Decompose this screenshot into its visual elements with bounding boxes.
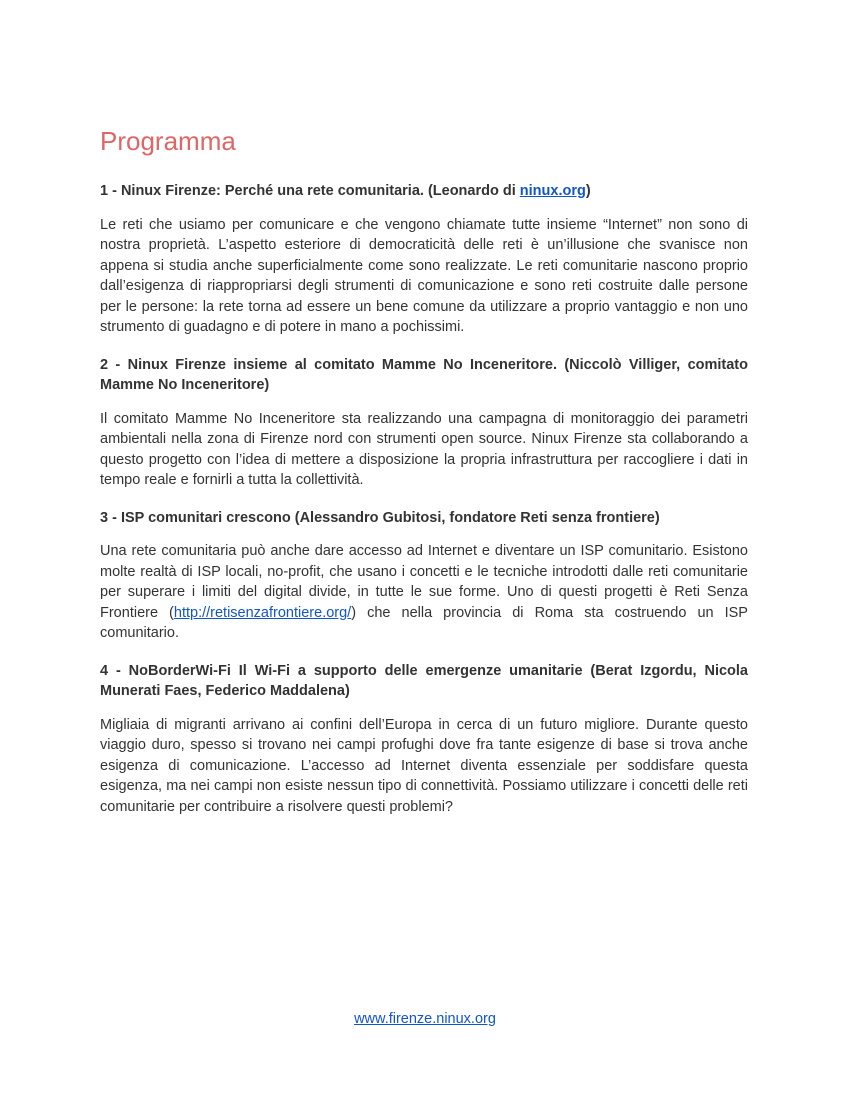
section-1-heading-text: 1 - Ninux Firenze: Perché una rete comunitaria. (Leonardo di (100, 183, 520, 199)
footer-website-link[interactable]: www.firenze.ninux.org (354, 1011, 496, 1027)
section-1-heading (100, 181, 748, 202)
document-page (100, 124, 748, 834)
section-3-body (100, 541, 748, 644)
section-2-heading: 2 - Ninux Firenze insieme al comitato Mamme No Inceneritore. (Niccolò Villiger, comitato Mamme No Inceneritore) (100, 356, 748, 393)
section-4-body: Migliaia di migranti arrivano ai confini dell’Europa in cerca di un futuro migliore. Durante questo viaggio duro, spesso si trovano nei campi profughi dove fra tante esigenze di base si trova anche esigenza di comunicazione. L’accesso ad Internet diventa essenziale per soddisfare questa esigenza, ma nei campi non esiste nessun tipo di connettività. Possiamo utilizzare i concetti delle reti comunitarie per contribuire a risolvere questi problemi? (100, 716, 748, 815)
section-3-body-text: Una rete comunitaria può anche dare accesso ad Internet e diventare un ISP comunitario. Esistono molte realtà di ISP locali, no-profit, che usano i concetti e le tecniche introdotti dalle reti comunitarie per superare i limiti del digital divide, in tutte le sue forme. Uno di questi progetti è Reti Senza Frontiere ( (100, 543, 748, 621)
section-3-body-text-end: ) che nella provincia di Roma sta costruendo un ISP comunitario. (100, 604, 748, 641)
section-3-heading: 3 - ISP comunitari crescono (Alessandro Gubitosi, fondatore Reti senza frontiere) (100, 509, 660, 526)
section-1-body: Le reti che usiamo per comunicare e che vengono chiamate tutte insieme “Internet” non sono di nostra proprietà. L’aspetto esteriore di democraticità delle reti è un’illusione che svanisce non appena si studia anche superficialmente come sono realizzate. Le reti comunitarie nascono proprio dall’esigenza di riappropriarsi degli strumenti di comunicazione e sono reti costruite dalle persone per le persone: la rete torna ad essere un bene comune da utilizzare a proprio vantaggio e non uno strumento di guadagno e di potere in mano a pochissimi. (100, 216, 748, 335)
section-1-heading-close: ) (585, 183, 591, 199)
retisenzafrontiere-link[interactable]: http://retisenzafrontiere.org/ (173, 604, 352, 621)
section-4-heading: 4 - NoBorderWi-Fi Il Wi-Fi a supporto delle emergenze umanitarie (Berat Izgordu, Nicola Munerati Faes, Federico Maddalena) (100, 662, 748, 699)
page-title: Programma (100, 126, 236, 156)
footer (0, 1009, 850, 1029)
ninux-org-link[interactable]: ninux.org (519, 183, 586, 199)
section-2-body: Il comitato Mamme No Inceneritore sta realizzando una campagna di monitoraggio dei parametri ambientali nella zona di Firenze nord con strumenti open source. Ninux Firenze sta collaborando a questo progetto con l’idea di mettere a disposizione la propria infrastruttura per raccogliere i dati in tempo reale e fornirli a tutta la collettività. (100, 410, 748, 488)
